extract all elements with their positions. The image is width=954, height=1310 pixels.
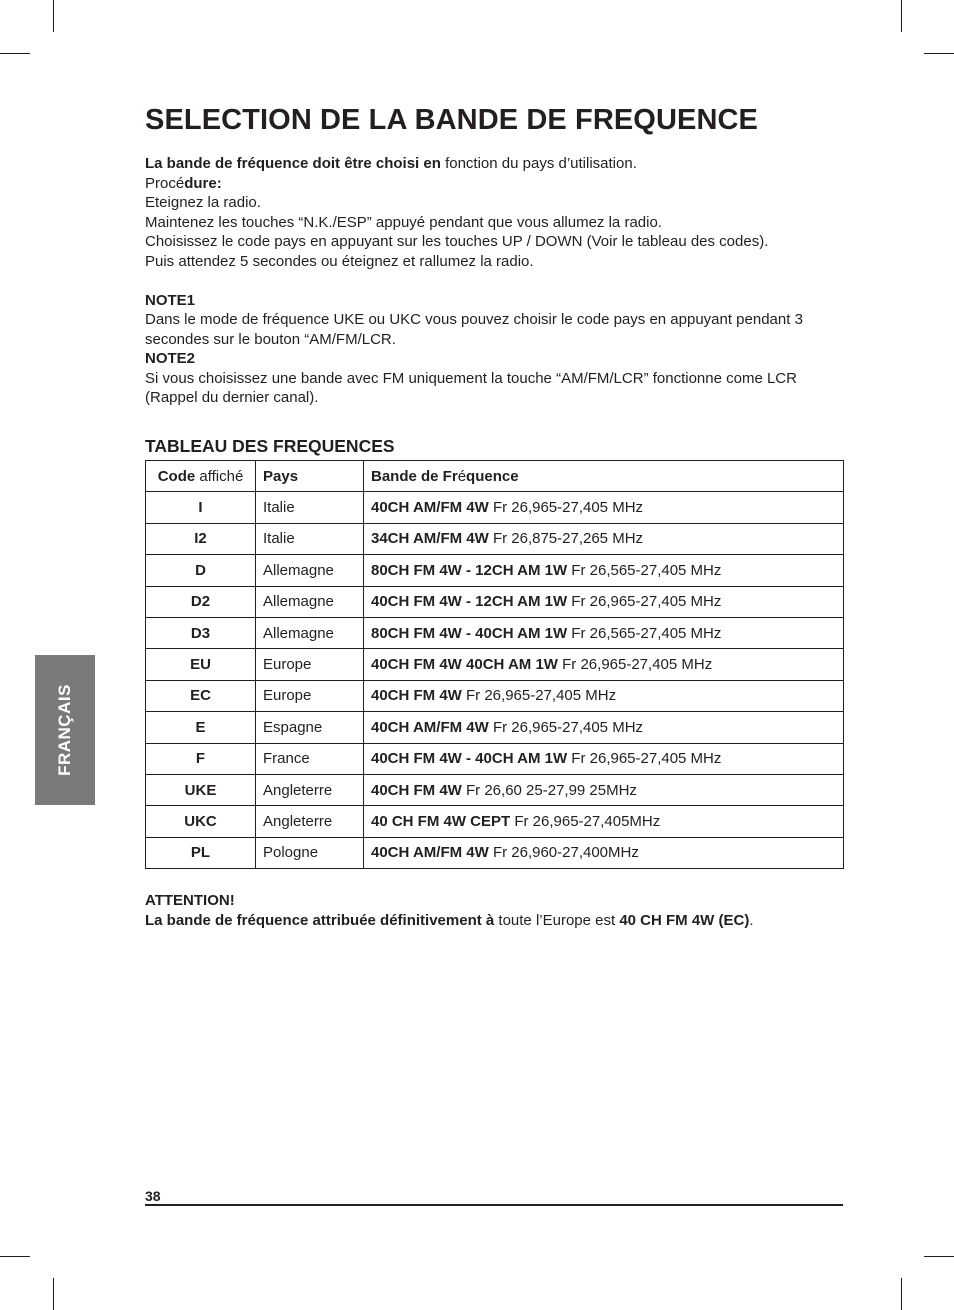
cell-pays: Pologne: [256, 837, 364, 868]
cell-bande: [364, 649, 844, 680]
cell-freq: Fr 26,565-27,405 MHz: [567, 561, 722, 579]
cell-code: D3: [146, 617, 256, 648]
header-code-bold: Code: [157, 467, 196, 485]
attention-bold2: 40 CH FM 4W (EC): [619, 911, 750, 929]
step-line: Eteignez la radio.: [145, 194, 261, 211]
cell-freq: Fr 26,965-27,405 MHz: [488, 499, 644, 517]
note1-title-text: NOTE1: [145, 291, 196, 309]
language-tab: [35, 655, 95, 805]
cell-freq: Fr 26,960-27,400MHz: [488, 844, 639, 862]
step-line: Maintenez les touches “N.K./ESP” appuyé pendant que vous allumez la radio.: [145, 213, 662, 231]
step-line: Puis attendez 5 secondes ou éteignez et rallumez la radio.: [145, 252, 534, 270]
attention-text1: toute l’Europe est: [494, 911, 620, 929]
header-code-rest: affiché: [195, 467, 244, 485]
header-bande-c: quence: [466, 467, 519, 485]
cell-freq: Fr 26,965-27,405 MHz: [461, 687, 617, 705]
crop-mark: [924, 1256, 954, 1257]
cell-code: D2: [146, 586, 256, 617]
cell-bande: [364, 586, 844, 617]
footer-rule: [145, 1204, 843, 1206]
step-line: Choisissez le code pays en appuyant sur les touches UP / DOWN (Voir le tableau des codes).: [145, 233, 769, 250]
table-row: [146, 617, 844, 648]
attention-block: [145, 891, 845, 930]
table-row: [146, 743, 844, 774]
cell-band-bold: 34CH AM/FM 4W: [371, 530, 489, 548]
header-bande-b: é: [457, 467, 467, 485]
header-pays: [256, 461, 364, 492]
cell-pays: Allemagne: [256, 586, 364, 617]
cell-bande: [364, 837, 844, 868]
cell-band-bold: 40CH FM 4W: [371, 687, 462, 705]
crop-mark: [53, 0, 54, 32]
cell-code: D: [146, 555, 256, 586]
cell-pays: Espagne: [256, 712, 364, 743]
procedure-label: [145, 174, 845, 194]
cell-pays: France: [256, 743, 364, 774]
cell-pays: Allemagne: [256, 617, 364, 648]
cell-code: EC: [146, 680, 256, 711]
page-title: SELECTION DE LA BANDE DE FREQUENCE: [145, 104, 758, 136]
intro-text: fonction du pays d’utilisation.: [440, 155, 637, 172]
cell-band-bold: 40CH FM 4W: [371, 781, 462, 799]
cell-band-bold: 40CH AM/FM 4W: [371, 844, 489, 862]
cell-band-bold: 40CH FM 4W - 12CH AM 1W: [371, 593, 568, 611]
table-row: [146, 555, 844, 586]
cell-freq: Fr 26,60 25-27,99 25MHz: [461, 781, 637, 799]
cell-pays: Angleterre: [256, 806, 364, 837]
table-row: [146, 774, 844, 805]
cell-code: UKC: [146, 806, 256, 837]
instructions: [145, 154, 845, 408]
cell-pays: Europe: [256, 649, 364, 680]
cell-bande: [364, 806, 844, 837]
table-header-row: [146, 461, 844, 492]
crop-mark: [924, 53, 954, 54]
cell-pays: Italie: [256, 523, 364, 554]
intro-line: [145, 154, 845, 174]
header-code: [146, 461, 256, 492]
cell-band-bold: 40 CH FM 4W CEPT: [371, 812, 511, 830]
table-row: [146, 680, 844, 711]
table-row: [146, 649, 844, 680]
attention-title: [145, 891, 845, 911]
cell-band-bold: 40CH FM 4W - 40CH AM 1W: [371, 750, 568, 768]
attention-title-text: ATTENTION!: [145, 892, 235, 909]
note1-text: Dans le mode de fréquence UKE ou UKC vous pouvez choisir le code pays en appuyant pendant 3 secondes sur le bouton “AM/FM/LCR.: [145, 311, 803, 348]
page-number: 38: [145, 1188, 161, 1204]
cell-bande: [364, 743, 844, 774]
table-row: [146, 523, 844, 554]
cell-freq: Fr 26,965-27,405 MHz: [488, 718, 644, 736]
cell-bande: [364, 712, 844, 743]
cell-pays: Europe: [256, 680, 364, 711]
crop-mark: [0, 1256, 30, 1257]
note2-text: Si vous choisissez une bande avec FM uniquement la touche “AM/FM/LCR” fonctionne come LCR (Rappel du dernier canal).: [145, 369, 797, 406]
cell-pays: Italie: [256, 492, 364, 523]
language-tab-label: FRANÇAIS: [55, 684, 74, 776]
cell-pays: Allemagne: [256, 555, 364, 586]
note1-title: [145, 291, 845, 311]
crop-mark: [53, 1278, 54, 1310]
crop-mark: [901, 1278, 902, 1310]
crop-mark: [901, 0, 902, 32]
cell-pays: Angleterre: [256, 774, 364, 805]
cell-code: F: [146, 743, 256, 774]
cell-code: E: [146, 712, 256, 743]
table-row: [146, 492, 844, 523]
cell-bande: [364, 680, 844, 711]
attention-text: [145, 911, 845, 931]
frequency-table: [145, 460, 844, 869]
cell-bande: [364, 617, 844, 648]
cell-freq: Fr 26,965-27,405 MHz: [567, 593, 722, 611]
cell-band-bold: 40CH AM/FM 4W: [371, 499, 489, 517]
cell-band-bold: 80CH FM 4W - 12CH AM 1W: [371, 561, 568, 579]
crop-mark: [0, 53, 30, 54]
cell-freq: Fr 26,565-27,405 MHz: [567, 624, 722, 642]
cell-bande: [364, 492, 844, 523]
table-heading: TABLEAU DES FREQUENCES: [145, 436, 395, 456]
cell-code: I2: [146, 523, 256, 554]
cell-band-bold: 80CH FM 4W - 40CH AM 1W: [371, 624, 568, 642]
procedure-label-b: dure:: [184, 174, 222, 192]
attention-text2: .: [749, 911, 754, 929]
cell-freq: Fr 26,965-27,405 MHz: [567, 750, 722, 768]
note2-title-text: NOTE2: [145, 350, 196, 367]
cell-code: UKE: [146, 774, 256, 805]
attention-bold1: La bande de fréquence attribuée définitivement à: [145, 911, 495, 929]
table-row: [146, 837, 844, 868]
cell-band-bold: 40CH FM 4W 40CH AM 1W: [371, 656, 558, 674]
cell-code: PL: [146, 837, 256, 868]
cell-bande: [364, 774, 844, 805]
intro-bold: La bande de fréquence doit être choisi en: [145, 155, 441, 172]
cell-freq: Fr 26,875-27,265 MHz: [488, 530, 644, 548]
cell-freq: Fr 26,965-27,405 MHz: [557, 656, 713, 674]
table-row: [146, 586, 844, 617]
table-row: [146, 712, 844, 743]
cell-band-bold: 40CH AM/FM 4W: [371, 718, 489, 736]
cell-bande: [364, 555, 844, 586]
cell-code: I: [146, 492, 256, 523]
table-row: [146, 806, 844, 837]
note2-title: [145, 349, 845, 369]
header-bande: [364, 461, 844, 492]
cell-freq: Fr 26,965-27,405MHz: [510, 812, 661, 830]
cell-code: EU: [146, 649, 256, 680]
cell-bande: [364, 523, 844, 554]
procedure-label-a: Procé: [145, 174, 185, 192]
header-bande-a: Bande de Fr: [371, 467, 458, 485]
header-pays-text: Pays: [263, 467, 299, 485]
